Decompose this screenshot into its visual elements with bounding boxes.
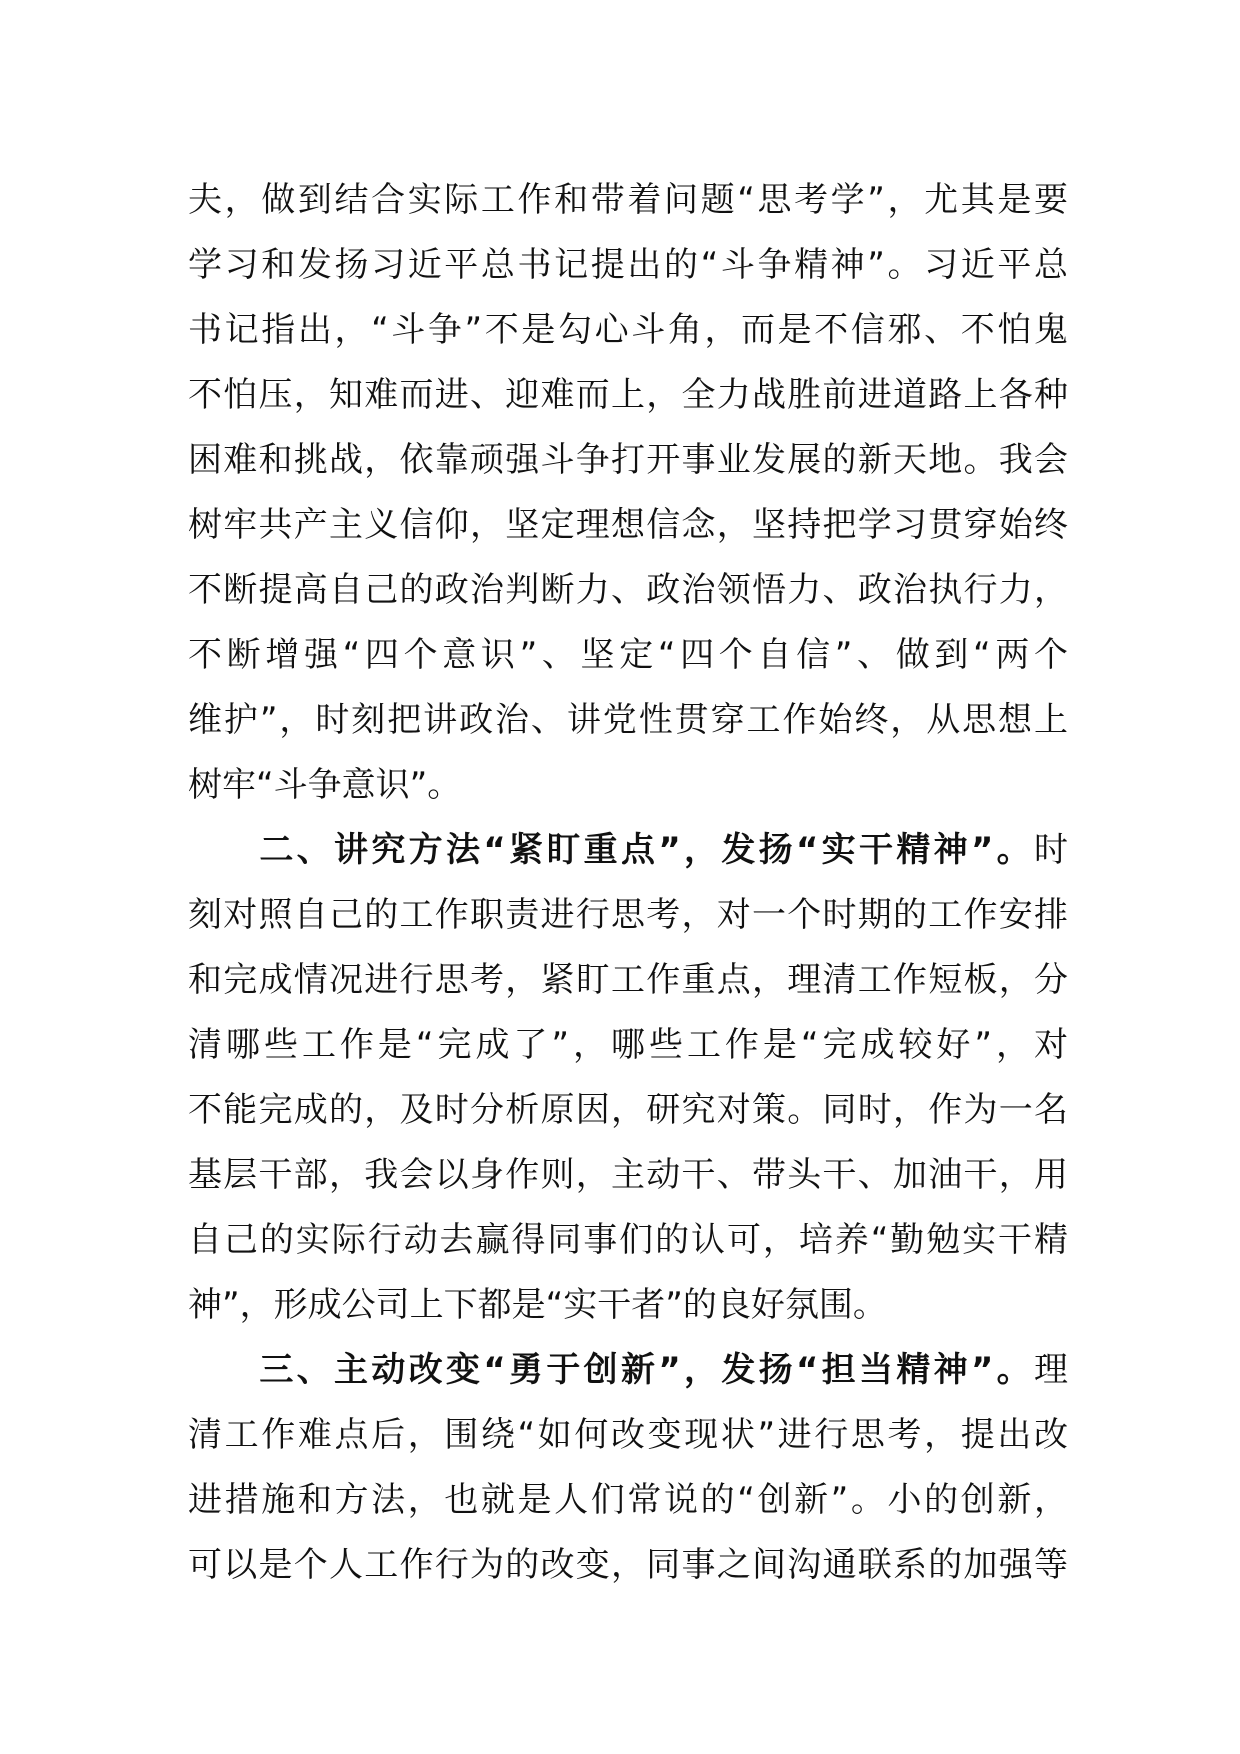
text-line: 不能完成的，及时分析原因，研究对策。同时，作为一名 bbox=[188, 1090, 1068, 1130]
text-line: 可以是个人工作行为的改变，同事之间沟通联系的加强等 bbox=[188, 1545, 1068, 1585]
body-text bbox=[188, 168, 1068, 1598]
text-line: 神”，形成公司上下都是“实干者”的良好氛围。 bbox=[188, 1285, 887, 1325]
text-line: 刻对照自己的工作职责进行思考，对一个时期的工作安排 bbox=[188, 895, 1068, 935]
text-line: 学习和发扬习近平总书记提出的“斗争精神”。习近平总 bbox=[188, 245, 1068, 285]
text-line: 清工作难点后，围绕“如何改变现状”进行思考，提出改 bbox=[188, 1415, 1068, 1455]
section-heading: 三、主动改变“勇于创新”，发扬“担当精神”。 bbox=[256, 1350, 1034, 1390]
text-line: 夫，做到结合实际工作和带着问题“思考学”，尤其是要 bbox=[188, 180, 1068, 220]
text-line: 书记指出，“斗争”不是勾心斗角，而是不信邪、不怕鬼 bbox=[188, 310, 1068, 350]
text-fragment: 时 bbox=[1034, 830, 1068, 870]
section-heading-line bbox=[188, 818, 1068, 883]
text-line: 维护”，时刻把讲政治、讲党性贯穿工作始终，从思想上 bbox=[188, 700, 1068, 740]
text-line: 基层干部，我会以身作则，主动干、带头干、加油干，用 bbox=[188, 1155, 1068, 1195]
text-line: 自己的实际行动去赢得同事们的认可，培养“勤勉实干精 bbox=[188, 1220, 1068, 1260]
text-line: 不断增强“四个意识”、坚定“四个自信”、做到“两个 bbox=[188, 635, 1068, 675]
text-line: 清哪些工作是“完成了”，哪些工作是“完成较好”，对 bbox=[188, 1025, 1068, 1065]
text-line: 困难和挑战，依靠顽强斗争打开事业发展的新天地。我会 bbox=[188, 440, 1068, 480]
section-heading-line bbox=[188, 1338, 1068, 1403]
text-line: 不断提高自己的政治判断力、政治领悟力、政治执行力， bbox=[188, 570, 1068, 610]
text-fragment: 理 bbox=[1034, 1350, 1068, 1390]
text-line: 不怕压，知难而进、迎难而上，全力战胜前进道路上各种 bbox=[188, 375, 1068, 415]
text-line: 进措施和方法，也就是人们常说的“创新”。小的创新， bbox=[188, 1480, 1068, 1520]
text-line: 树牢“斗争意识”。 bbox=[188, 765, 462, 805]
text-line: 树牢共产主义信仰，坚定理想信念，坚持把学习贯穿始终 bbox=[188, 505, 1068, 545]
text-line: 和完成情况进行思考，紧盯工作重点，理清工作短板，分 bbox=[188, 960, 1068, 1000]
section-heading: 二、讲究方法“紧盯重点”，发扬“实干精神”。 bbox=[256, 830, 1034, 870]
